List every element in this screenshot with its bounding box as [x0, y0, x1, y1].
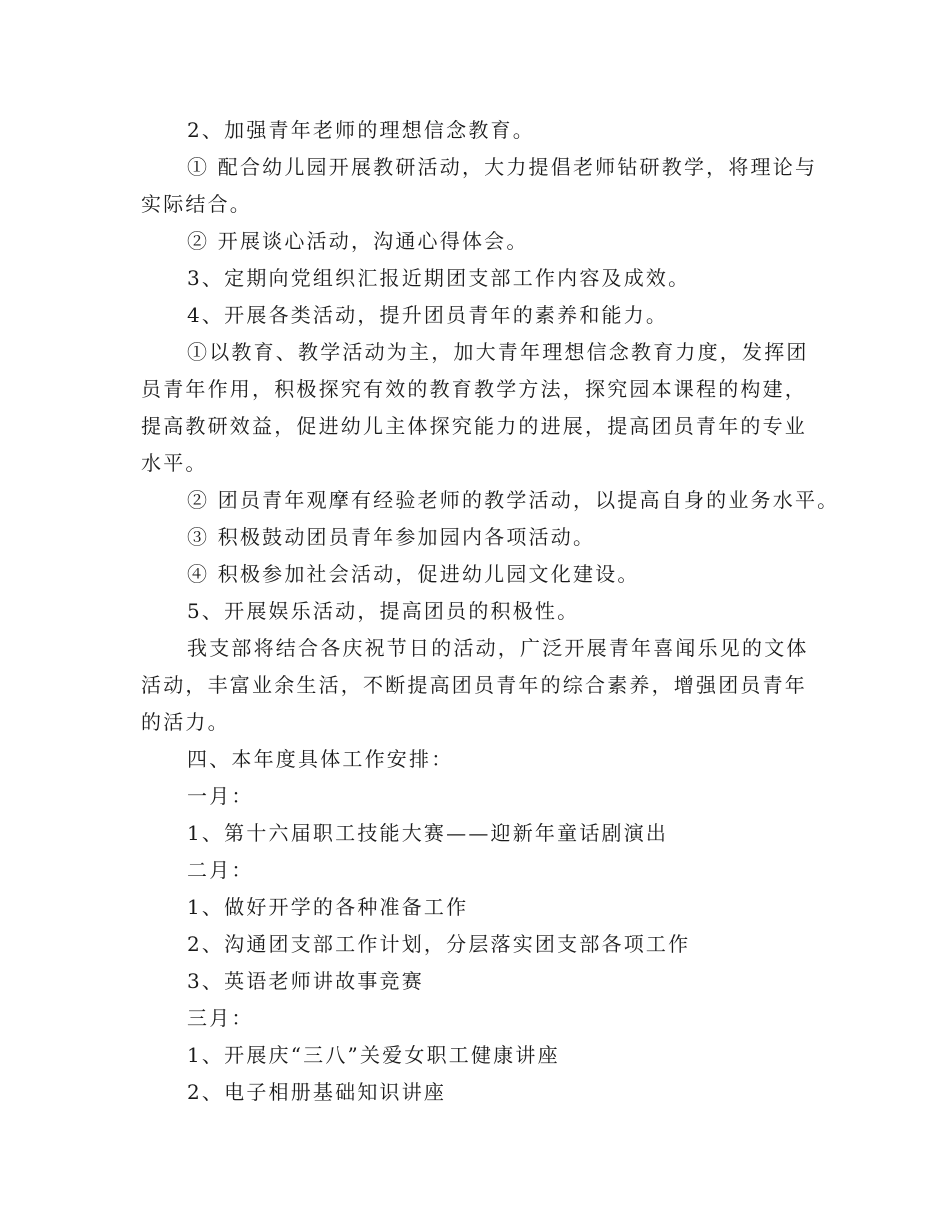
document-body: [141, 112, 840, 1111]
list-item: 2、电子相册基础知识讲座: [187, 1080, 447, 1104]
list-item: 3、英语老师讲故事竞赛: [187, 969, 424, 993]
paragraph-line: ① 配合幼儿园开展教研活动，大力提倡老师钻研教学，将理论与: [187, 155, 818, 179]
list-item: 2、沟通团支部工作计划，分层落实团支部各项工作: [187, 932, 691, 956]
paragraph-line: ③ 积极鼓动团员青年参加园内各项活动。: [187, 525, 596, 549]
paragraph-line: 员青年作用，积极探究有效的教育教学方法，探究园本课程的构建，: [141, 377, 807, 401]
paragraph-line: 实际结合。: [141, 192, 252, 216]
list-item: 1、开展庆“三八”关爱女职工健康讲座: [187, 1043, 560, 1067]
paragraph-line: 3、定期向党组织汇报近期团支部工作内容及成效。: [187, 266, 691, 290]
paragraph-line: 我支部将结合各庆祝节日的活动，广泛开展青年喜闻乐见的文体: [187, 636, 809, 660]
paragraph-line: 提高教研效益，促进幼儿主体探究能力的进展，提高团员青年的专业: [141, 414, 807, 438]
list-item: 1、第十六届职工技能大赛——迎新年童话剧演出: [187, 821, 669, 845]
paragraph-line: ①以教育、教学活动为主，加大青年理想信念教育力度，发挥团: [187, 340, 809, 364]
paragraph-line: 2、加强青年老师的理想信念教育。: [187, 118, 535, 142]
section-heading: 四、本年度具体工作安排：: [187, 747, 454, 771]
paragraph-line: 5、开展娱乐活动，提高团员的积极性。: [187, 599, 580, 623]
month-heading: 二月：: [187, 858, 254, 882]
paragraph-line: 水平。: [141, 451, 208, 475]
paragraph-line: ② 团员青年观摩有经验老师的教学活动，以提高自身的业务水平。: [187, 488, 840, 512]
list-item: 1、做好开学的各种准备工作: [187, 895, 469, 919]
paragraph-line: ② 开展谈心活动，沟通心得体会。: [187, 229, 529, 253]
paragraph-line: 活动，丰富业余生活，不断提高团员青年的综合素养，增强团员青年: [141, 673, 807, 697]
paragraph-line: 的活力。: [141, 710, 230, 734]
month-heading: 三月：: [187, 1006, 254, 1030]
paragraph-line: 4、开展各类活动，提升团员青年的素养和能力。: [187, 303, 669, 327]
month-heading: 一月：: [187, 784, 254, 808]
paragraph-line: ④ 积极参加社会活动，促进幼儿园文化建设。: [187, 562, 640, 586]
